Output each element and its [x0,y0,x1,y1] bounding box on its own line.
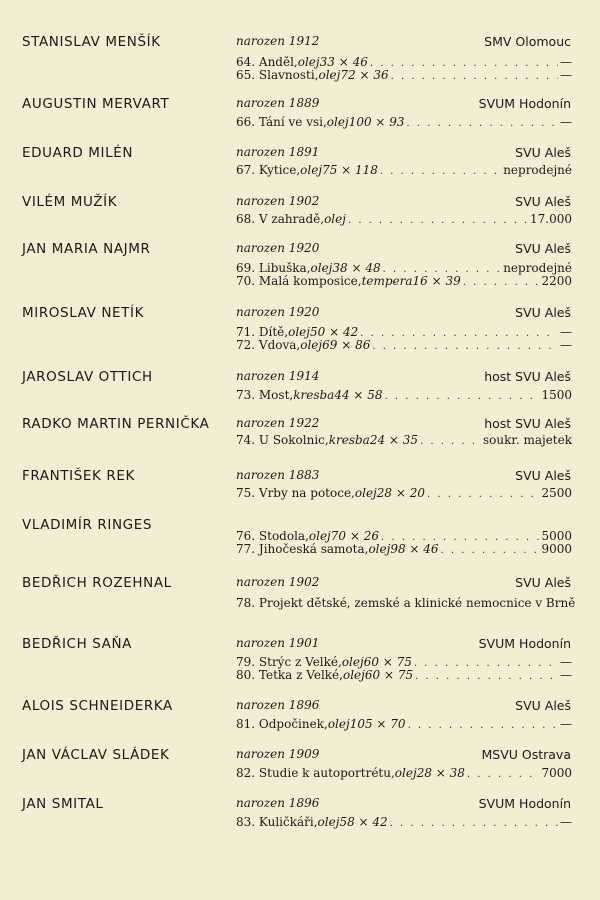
work-price: 1500 [541,388,572,402]
work-title: 65. Slavnosti, [236,68,319,82]
organization: SVU Aleš [515,468,571,483]
dot-leader [415,670,558,683]
work-dimensions: 50 × 42 [310,325,359,339]
artist-name: BEDŘICH SAŇA [22,636,133,652]
organization: SMV Olomouc [484,34,571,49]
work-price: 7000 [541,766,572,780]
dot-leader [427,488,539,501]
work-title: 70. Malá komposice, [236,274,362,288]
work-title: 71. Dítě, [236,325,289,339]
work-title: 72. Vdova, [236,338,301,352]
work-item [236,213,572,226]
work-item [236,164,572,177]
work-medium: olej [326,115,349,129]
work-medium: olej [327,717,350,731]
work-dimensions: 100 × 93 [348,115,405,129]
work-title: 80. Tetka z Velké, [236,668,343,682]
work-dimensions: 60 × 75 [364,668,414,682]
work-title: 81. Odpočinek, [236,717,328,731]
work-dimensions: 105 × 70 [349,717,406,731]
dot-leader [390,817,558,830]
work-price: neprodejné [503,261,572,275]
artist-name: ALOIS SCHNEIDERKA [22,698,173,714]
work-medium: olej [324,212,346,226]
work-medium: olej [317,815,340,829]
work-medium: kresba [293,388,335,402]
work-dimensions: 38 × 48 [332,261,381,275]
work-item [236,596,576,610]
work-title: 78. Projekt dětské, zemské a klinické nemocnice v Brně [236,596,576,610]
dot-leader [372,340,558,353]
works-list [236,767,572,780]
work-title: 73. Most, [236,388,294,402]
dot-leader [414,657,558,670]
artist-name: EDUARD MILÉN [22,145,134,161]
artist-name: STANISLAV MENŠÍK [22,34,161,50]
artist-name: JAN SMITAL [22,796,104,812]
work-title: 67. Kytice, [236,163,301,177]
birth-year: narozen 1891 [236,145,320,159]
dot-leader [385,390,540,403]
work-medium: olej [368,542,391,556]
work-price: 17.000 [530,212,572,226]
work-medium: olej [288,325,310,339]
works-list [236,164,572,177]
work-price: — [560,655,572,669]
birth-year: narozen 1920 [236,305,320,319]
works-list [236,116,572,129]
work-dimensions: 28 × 38 [416,766,465,780]
work-item [236,669,572,682]
organization: SVUM Hodonín [478,636,571,651]
work-medium: olej [354,486,377,500]
work-dimensions: 58 × 42 [339,815,388,829]
dot-leader [407,117,558,130]
work-price: — [560,815,572,829]
organization: host SVU Aleš [484,416,571,431]
work-title: 77. Jihočeská samota, [236,542,369,556]
birth-year: narozen 1902 [236,194,320,208]
work-price: — [560,668,572,682]
artist-name: FRANTIŠEK REK [22,468,135,484]
organization: SVU Aleš [515,575,571,590]
work-dimensions: 70 × 26 [330,529,380,543]
birth-year: narozen 1912 [236,34,320,48]
work-title: 66. Tání ve vsi, [236,115,327,129]
works-list [236,389,572,402]
work-medium: olej [342,668,365,682]
work-price: — [560,115,572,129]
work-dimensions: 28 × 20 [376,486,425,500]
dot-leader [380,165,501,178]
work-dimensions: 75 × 118 [322,163,378,177]
work-item [236,767,572,780]
work-item [236,69,572,82]
work-title: 64. Anděl, [236,55,298,69]
works-list [236,213,572,226]
dot-leader [467,768,540,781]
work-item [236,116,572,129]
work-medium: olej [341,655,364,669]
artist-name: VILÉM MUŽÍK [22,194,118,210]
work-item [236,275,572,288]
birth-year: narozen 1896 [236,796,320,810]
artist-name: AUGUSTIN MERVART [22,96,170,112]
work-medium: kresba [328,433,370,447]
artist-name: MIROSLAV NETÍK [22,305,145,321]
work-price: 2500 [541,486,572,500]
dot-leader [463,276,540,289]
artist-name: VLADIMÍR RINGES [22,517,152,533]
dot-leader [348,214,528,227]
work-price: — [560,55,572,69]
work-dimensions: 98 × 46 [390,542,439,556]
work-title: 69. Libuška, [236,261,311,275]
work-title: 82. Studie k autoportrétu, [236,766,395,780]
organization: SVUM Hodonín [478,796,571,811]
dot-leader [360,327,558,340]
works-list [236,530,572,556]
work-dimensions: 60 × 75 [363,655,412,669]
birth-year: narozen 1896 [236,698,320,712]
organization: SVU Aleš [515,305,571,320]
birth-year: narozen 1901 [236,636,320,650]
work-dimensions: 72 × 36 [340,68,389,82]
artist-name: JAN VÁCLAV SLÁDEK [22,747,170,763]
work-item [236,543,572,556]
works-list [236,596,576,610]
work-title: 68. V zahradě, [236,212,325,226]
work-dimensions: 33 × 46 [319,55,368,69]
works-list [236,718,572,731]
work-medium: olej [300,338,323,352]
organization: host SVU Aleš [484,369,571,384]
dot-leader [441,544,540,557]
dot-leader [408,719,558,732]
artist-name: RADKO MARTIN PERNIČKA [22,416,210,432]
work-item [236,487,572,500]
dot-leader [420,435,481,448]
birth-year: narozen 1914 [236,369,320,383]
works-list [236,262,572,288]
work-item [236,718,572,731]
organization: SVUM Hodonín [478,96,571,111]
work-dimensions: 16 × 39 [412,274,461,288]
work-price: 5000 [541,529,572,543]
work-medium: olej [394,766,417,780]
birth-year: narozen 1909 [236,747,320,761]
work-medium: olej [297,55,320,69]
work-dimensions: 69 × 86 [322,338,371,352]
work-medium: tempera [361,274,413,288]
birth-year: narozen 1883 [236,468,320,482]
works-list [236,656,572,682]
organization: SVU Aleš [515,241,571,256]
work-price: — [560,338,572,352]
work-dimensions: 24 × 35 [369,433,419,447]
work-price: neprodejné [503,163,572,177]
artist-name: JAROSLAV OTTICH [22,369,153,385]
work-item [236,816,572,829]
work-price: — [560,68,572,82]
birth-year: narozen 1902 [236,575,320,589]
organization: SVU Aleš [515,145,571,160]
works-list [236,434,572,447]
organization: SVU Aleš [515,194,571,209]
work-item [236,434,572,447]
work-price: — [560,325,572,339]
work-item [236,389,572,402]
work-price: soukr. majetek [483,433,572,447]
work-medium: olej [308,529,331,543]
birth-year: narozen 1920 [236,241,320,255]
work-title: 83. Kuličkáři, [236,815,318,829]
work-medium: olej [300,163,323,177]
dot-leader [391,70,558,83]
work-item [236,339,572,352]
work-price: 9000 [541,542,572,556]
work-medium: olej [318,68,341,82]
work-title: 75. Vrby na potoce, [236,486,355,500]
work-medium: olej [310,261,333,275]
works-list [236,56,572,82]
organization: MSVU Ostrava [481,747,571,762]
work-title: 74. U Sokolnic, [236,433,329,447]
birth-year: narozen 1922 [236,416,320,430]
work-dimensions: 44 × 58 [334,388,383,402]
work-title: 76. Stodola, [236,529,309,543]
works-list [236,326,572,352]
artist-name: BEDŘICH ROZEHNAL [22,575,172,591]
work-title: 79. Strýc z Velké, [236,655,342,669]
birth-year: narozen 1889 [236,96,320,110]
works-list [236,487,572,500]
artist-name: JAN MARIA NAJMR [22,241,151,257]
dot-leader [370,57,558,70]
work-price: — [560,717,572,731]
work-price: 2200 [541,274,572,288]
works-list [236,816,572,829]
organization: SVU Aleš [515,698,571,713]
